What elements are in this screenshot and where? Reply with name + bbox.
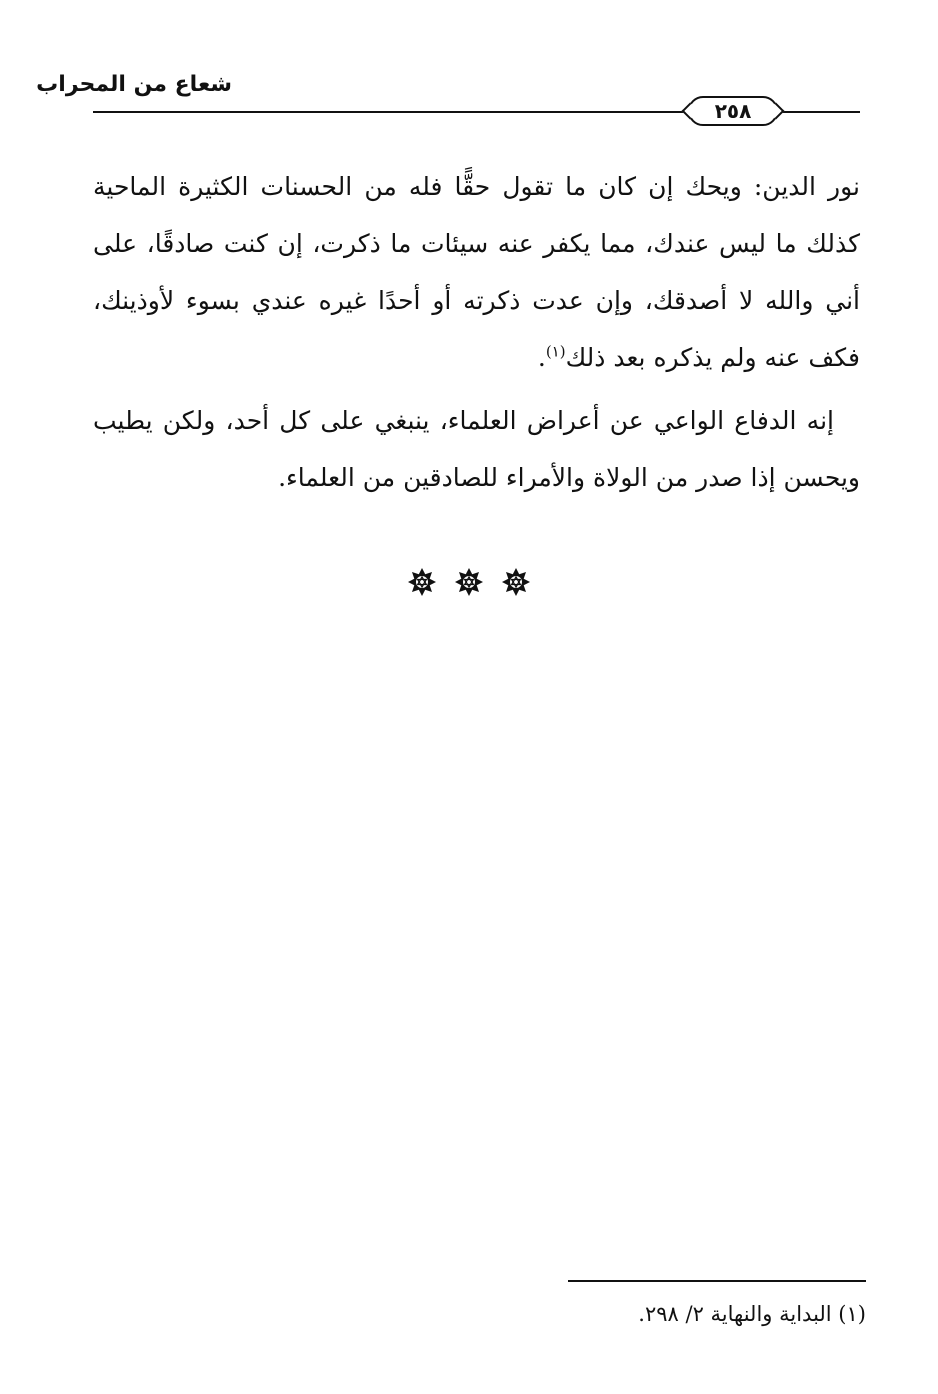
star-ornament-icon bbox=[501, 567, 531, 597]
footnote-rule bbox=[568, 1280, 866, 1282]
paragraph-1-text: نور الدين: ويحك إن كان ما تقول حقًّا فله من الحسنات الكثيرة الماحية كذلك ما ليس عندك، مما يكفر عنه سيئات ما ذكرت، إن كنت صادقًا، على أني والله لا أصدقك، وإن عدت ذكرته أو أحدًا غيره عندي بسوء لأوذينك، فكف عنه ولم يذكره بعد ذلك bbox=[93, 172, 860, 372]
section-separator bbox=[0, 567, 938, 597]
star-ornament-icon bbox=[454, 567, 484, 597]
star-ornament-icon bbox=[407, 567, 437, 597]
body-text bbox=[93, 158, 860, 506]
paragraph-1 bbox=[93, 158, 860, 386]
footnote-reference[interactable]: (١) bbox=[545, 342, 566, 361]
paragraph-2: إنه الدفاع الواعي عن أعراض العلماء، ينبغي على كل أحد، ولكن يطيب ويحسن إذا صدر من الولاة والأمراء للصادقين من العلماء. bbox=[93, 406, 860, 492]
page-number: ٢٥٨ bbox=[714, 99, 752, 123]
paragraph-1-end: . bbox=[537, 343, 546, 372]
page-number-badge bbox=[688, 96, 778, 126]
running-title: شعاع من المحراب bbox=[36, 72, 232, 97]
footnote: (١) البداية والنهاية ٢/ ٢٩٨. bbox=[638, 1302, 866, 1326]
